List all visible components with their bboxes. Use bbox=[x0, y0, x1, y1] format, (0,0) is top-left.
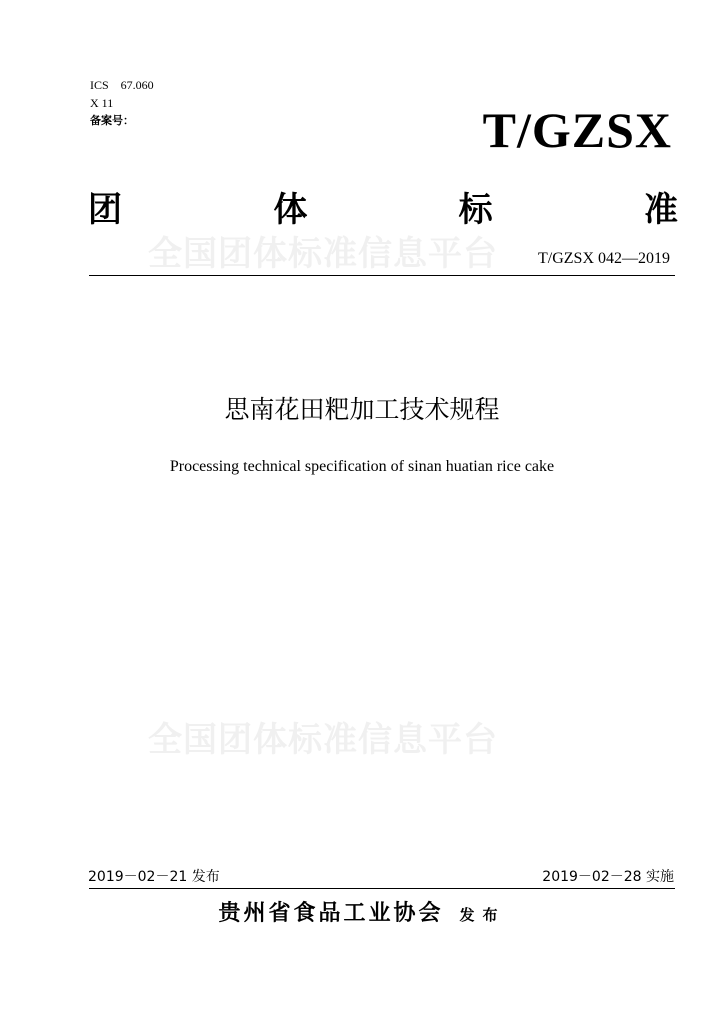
publisher-line bbox=[0, 899, 724, 929]
watermark-text: 全国团体标准信息平台 bbox=[148, 234, 498, 274]
standard-number: T/GZSX 042—2019 bbox=[538, 250, 670, 267]
filing-number-label: 备案号： bbox=[90, 114, 134, 127]
document-title-en: Processing technical specification of sinan huatian rice cake bbox=[169, 458, 555, 475]
issue-date: 2019－02－21 发布 bbox=[88, 869, 220, 885]
standard-type-char: 体 bbox=[273, 190, 308, 230]
standard-code: T/GZSX bbox=[482, 102, 672, 158]
ics-code: ICS 67.060 bbox=[90, 78, 154, 92]
implementation-date: 2019－02－28 实施 bbox=[542, 869, 674, 885]
document-title-cn: 思南花田粑加工技术规程 bbox=[224, 395, 500, 424]
ccs-code: X 11 bbox=[90, 96, 114, 110]
publisher-name: 贵州省食品工业协会 bbox=[218, 901, 444, 926]
footer-divider bbox=[89, 888, 675, 889]
standard-type-heading bbox=[88, 188, 678, 232]
standard-type-char: 团 bbox=[88, 190, 122, 230]
header-divider bbox=[89, 275, 675, 276]
watermark-text: 全国团体标准信息平台 bbox=[148, 720, 498, 760]
standard-type-char: 标 bbox=[458, 190, 493, 230]
standard-type-char: 准 bbox=[643, 190, 678, 230]
publisher-suffix: 发布 bbox=[459, 906, 506, 924]
